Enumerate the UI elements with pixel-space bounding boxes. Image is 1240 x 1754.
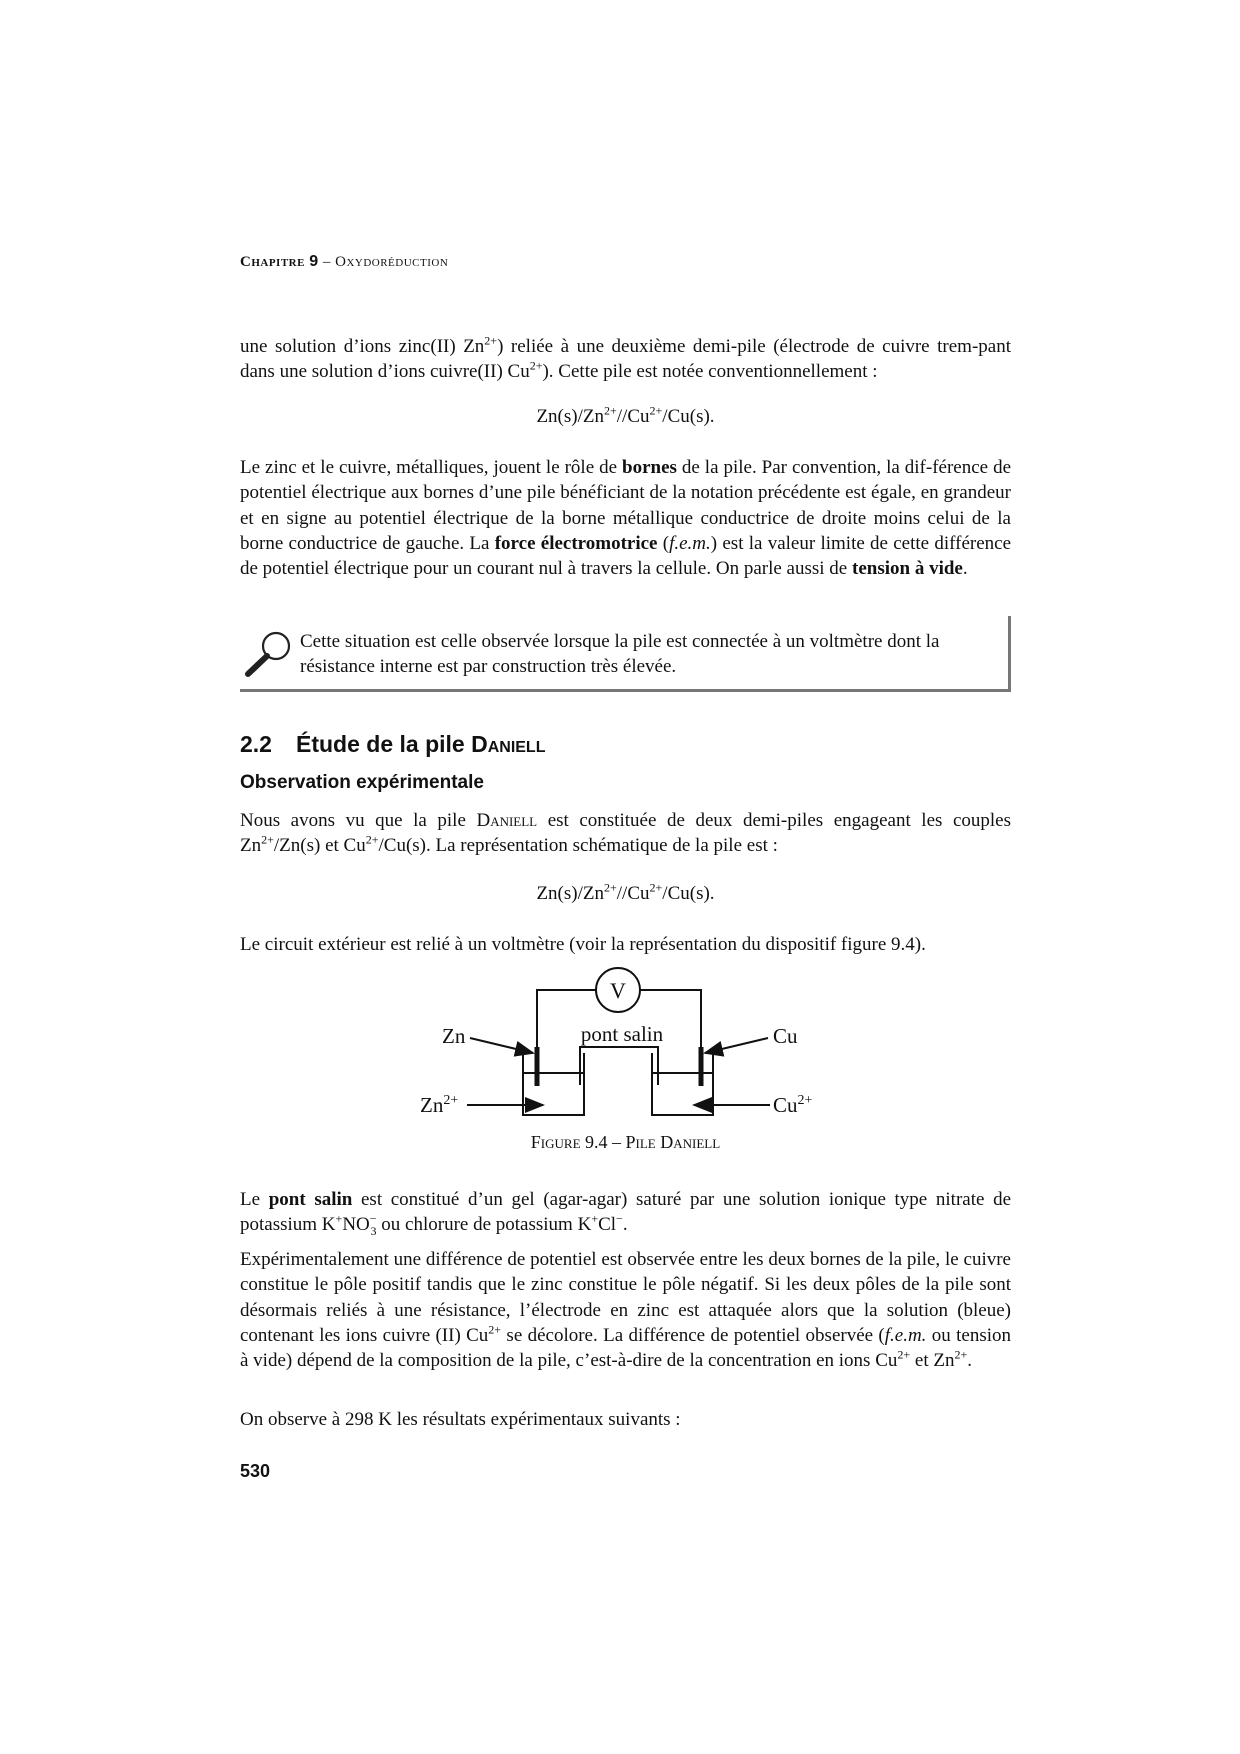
paragraph-results-intro: On observe à 298 K les résultats expérimentaux suivants : — [240, 1409, 681, 1430]
header-separator: – — [322, 254, 331, 270]
paragraph-intro: une solution d’ions zinc(II) $Zn^{2+}$) reliée à une deuxième demi-pile (électrode de cuivre trem-pant dans une solution d’ions cuivre(II) $Cu^{2+}$). Cette pile est notée conventionnellement : — [240, 333, 1011, 383]
paragraph-daniell: Nous avons vu que la pile Daniell est constituée de deux demi-piles engageant les couples $Zn^{2+}/Zn(s)$ et $Cu^{2+}/Cu(s)$. La représentation schématique de la pile est : — [240, 810, 1011, 857]
cu-label: Cu — [773, 1024, 798, 1048]
paragraph-bornes: Le zinc et le cuivre, métalliques, jouent le rôle de bornes de la pile. Par convention, la dif-férence de potentiel électrique aux bornes d’une pile bénéficiant de la notation précédente est égale, en grandeur et en signe au potentiel électrique de la borne métallique conductrice de droite moins celui de la borne conductrice de gauche. La force électromotrice (f.e.m.) est la valeur limite de cette différence de potentiel électrique pour un courant nul à travers la cellule. On parle aussi de tension à vide. — [240, 457, 1012, 580]
chapter-label: Chapitre — [240, 254, 305, 270]
remark-text: Cette situation est celle observée lorsque la pile est connectée à un voltmètre dont la résistance interne est par construction très élevée. — [300, 631, 940, 677]
cell-notation-equation-2: $Zn(s)/Zn^{2+}//Cu^{2+}/Cu(s)$. — [536, 880, 715, 904]
paragraph-experiment: Expérimentalement une différence de potentiel est observée entre les deux bornes de la pile, le cuivre constitue le pôle positif tandis que le zinc constitue le pôle négatif. Si les deux pôles de la pile sont désormais reliés à une résistance, l’électrode en zinc est attaquée alors que la solution (bleue) contenant les ions cuivre (II) $Cu^{2+}$ se décolore. La différence de potentiel observée (f.e.m. ou tension à vide) dépend de la composition de la pile, c’est-à-dire de la concentration en ions $Cu^{2+}$ et $Zn^{2+}$. — [240, 1249, 1012, 1372]
salt-bridge-label: pont salin — [580, 1022, 664, 1046]
chapter-number: 9 — [309, 253, 319, 270]
cell-notation-equation-1: $Zn(s)/Zn^{2+}//Cu^{2+}/Cu(s)$. — [536, 403, 715, 427]
figure-caption: Figure 9.4 – Pile Daniell — [530, 1132, 721, 1152]
page-number: 530 — [240, 1461, 271, 1481]
cu-arrow — [705, 1038, 768, 1053]
paragraph-circuit: Le circuit extérieur est relié à un voltmètre (voir la représentation du dispositif figure 9.4). — [240, 934, 926, 955]
subsection-heading: Observation expérimentale — [240, 772, 484, 793]
section-heading: 2.2 Étude de la pile Daniell — [240, 731, 546, 757]
voltmeter-label: V — [610, 978, 626, 1003]
salt-bridge — [580, 1047, 658, 1085]
paragraph-salt-bridge: Le pont salin est constitué d’un gel (agar-agar) saturé par une solution ionique type nitrate de potassium $K^+NO^-_3$ ou chlorure de potassium K+Cl−. — [240, 1189, 1012, 1239]
chapter-title: Oxydoréduction — [335, 254, 449, 270]
cu-ion-label: $Cu^{2+}$ — [773, 1093, 813, 1117]
zn-ion-label: $Zn^{2+}$ — [420, 1093, 459, 1117]
zn-arrow — [470, 1038, 533, 1053]
zn-label: Zn — [442, 1024, 466, 1048]
